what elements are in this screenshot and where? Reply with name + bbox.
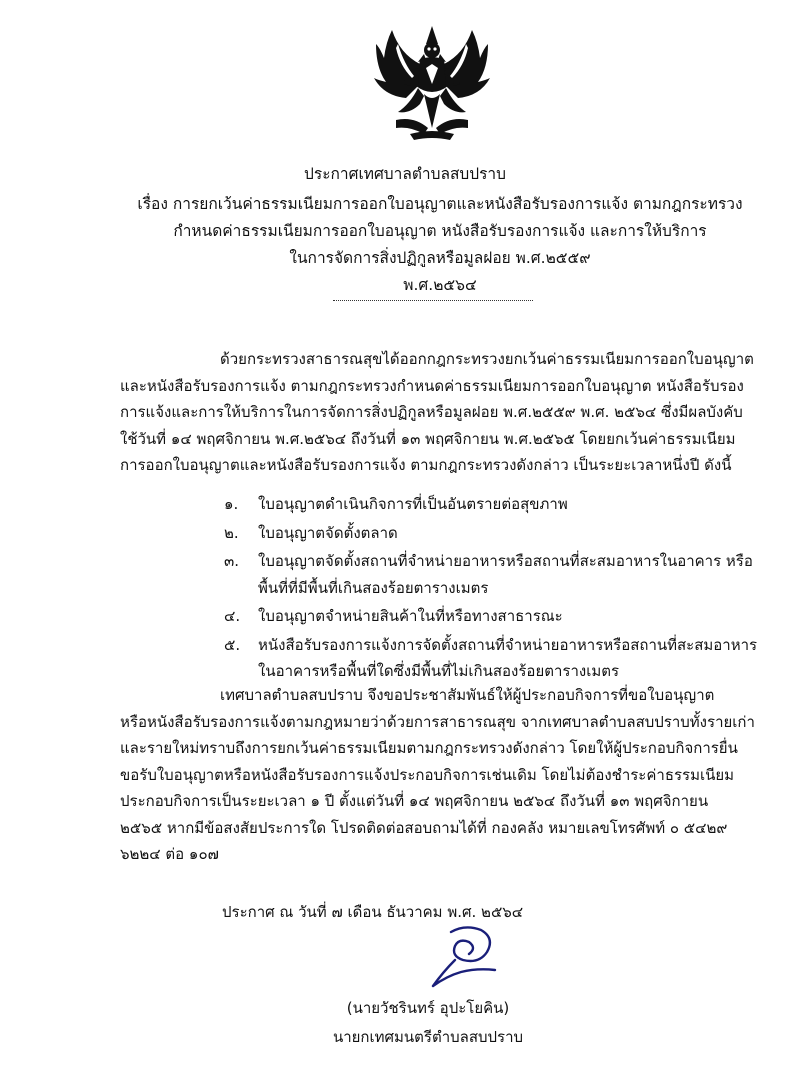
paragraph-line: การออกใบอนุญาตและหนังสือรับรองการแจ้ง ตามกฎกระทรวงดังกล่าว เป็นระยะเวลาหนึ่งปี ดังนี้ — [120, 456, 732, 474]
subject-line: เรื่อง การยกเว้นค่าธรรมเนียมการออกใบอนุญาตและหนังสือรับรองการแจ้ง ตามกฎกระทรวง — [137, 195, 743, 213]
subject-year: พ.ศ.๒๕๖๔ — [403, 276, 477, 294]
list-item — [224, 603, 764, 630]
paragraph-line: และหนังสือรับรองการแจ้ง ตามกฎกระทรวงกำหนดค่าธรรมเนียมการออกใบอนุญาต หนังสือรับรอง — [120, 376, 744, 395]
signer-name: (นายวัชรินทร์ อุปะโยคิน) — [346, 999, 510, 1017]
signer-position: นายกเทศมนตรีตำบลสบปราบ — [332, 1028, 524, 1046]
paragraph-line: เทศบาลตำบลสบปราบ จึงขอประชาสัมพันธ์ให้ผู้ประกอบกิจการที่ขอใบอนุญาต — [220, 686, 715, 704]
list-item-text: ใบอนุญาตดำเนินกิจการที่เป็นอันตรายต่อสุขภาพ — [258, 495, 568, 513]
subject-line: กำหนดค่าธรรมเนียมการออกใบอนุญาต หนังสือรับรองการแจ้ง และการให้บริการ — [173, 222, 707, 240]
list-number: ๓. — [224, 552, 240, 570]
list-item-text: ในอาคารหรือพื้นที่ใดซึ่งมีพื้นที่ไม่เกินสองร้อยตารางเมตร — [258, 662, 620, 680]
exemption-list — [224, 491, 764, 685]
list-number: ๒. — [224, 523, 239, 542]
list-item — [224, 491, 764, 518]
paragraph-intro — [120, 346, 760, 479]
issuer-title: ประกาศเทศบาลตำบลสบปราบ — [304, 165, 506, 183]
list-item-text: ใบอนุญาตจำหน่ายสินค้าในที่หรือทางสาธารณะ — [258, 607, 563, 625]
list-item — [224, 520, 764, 547]
paragraph-line: ใช้วันที่ ๑๔ พฤศจิกายน พ.ศ.๒๕๖๔ ถึงวันที่ ๑๓ พฤศจิกายน พ.ศ.๒๕๖๕ โดยยกเว้นค่าธรรมเนียม — [120, 429, 736, 448]
paragraph-line: ขอรับใบอนุญาตหรือหนังสือรับรองการแจ้งประกอบกิจการเช่นเดิม โดยไม่ต้องชำระค่าธรรมเนียม — [120, 765, 735, 784]
list-number: ๕. — [224, 635, 241, 654]
paragraph-line: ๖๒๒๔ ต่อ ๑๐๗ — [120, 845, 219, 863]
paragraph-line: ๒๕๖๕ หากมีข้อสงสัยประการใด โปรดติดต่อสอบถามได้ที่ กองคลัง หมายเลขโทรศัพท์ ๐ ๕๔๒๙ — [120, 818, 728, 837]
paragraph-notice — [120, 682, 760, 868]
paragraph-line: และรายใหม่ทราบถึงการยกเว้นค่าธรรมเนียมตามกฎกระทรวงดังกล่าว โดยให้ผู้ประกอบกิจการยื่น — [120, 739, 738, 757]
handwritten-signature — [425, 924, 507, 994]
list-item-text: ใบอนุญาตจัดตั้งตลาด — [258, 523, 398, 542]
list-item-text: หนังสือรับรองการแจ้งการจัดตั้งสถานที่จำหน่ายอาหารหรือสถานที่สะสมอาหาร — [258, 635, 758, 654]
paragraph-line: ประกอบกิจการเป็นระยะเวลา ๑ ปี ตั้งแต่วันที่ ๑๔ พฤศจิกายน ๒๕๖๔ ถึงวันที่ ๑๓ พฤศจิกายน — [120, 792, 709, 810]
list-number: ๔. — [224, 607, 241, 625]
list-item-text: พื้นที่ที่มีพื้นที่เกินสองร้อยตารางเมตร — [258, 578, 489, 597]
subject-line: ในการจัดการสิ่งปฏิกูลหรือมูลฝอย พ.ศ.๒๕๕๙ — [289, 249, 591, 267]
list-item-text: ใบอนุญาตจัดตั้งสถานที่จำหน่ายอาหารหรือสถานที่สะสมอาหารในอาคาร หรือ — [258, 552, 753, 570]
garuda-emblem-icon — [370, 24, 494, 144]
announcement-date: ประกาศ ณ วันที่ ๗ เดือน ธันวาคม พ.ศ. ๒๕๖๔ — [222, 903, 524, 921]
list-item — [224, 548, 764, 601]
paragraph-line: การแจ้งและการให้บริการในการจัดการสิ่งปฏิกูลหรือมูลฝอย พ.ศ.๒๕๕๙ พ.ศ. ๒๕๖๔ ซึ่งมีผลบังคับ — [120, 403, 743, 421]
subject-block — [120, 191, 760, 299]
list-number: ๑. — [224, 495, 239, 513]
list-item — [224, 632, 764, 685]
dotted-divider — [333, 300, 533, 301]
paragraph-line: หรือหนังสือรับรองการแจ้งตามกฎหมายว่าด้วยการสาธารณสุข จากเทศบาลตำบลสบปราบทั้งรายเก่า — [120, 712, 755, 731]
paragraph-line: ด้วยกระทรวงสาธารณสุขได้ออกกฎกระทรวงยกเว้นค่าธรรมเนียมการออกใบอนุญาต — [220, 350, 754, 368]
